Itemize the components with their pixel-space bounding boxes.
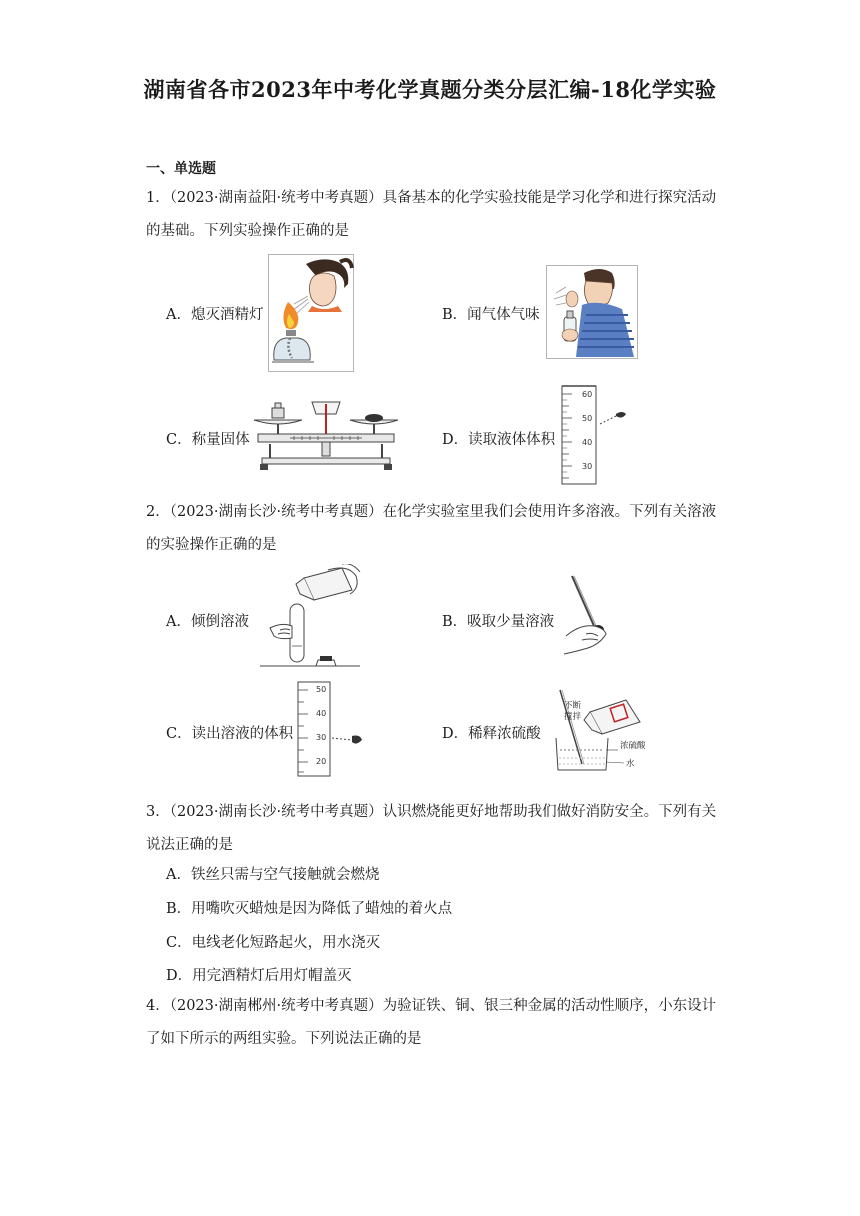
dilute-label-stir-1: 不断	[564, 701, 582, 711]
q2-cylinder-tick-20: 20	[316, 757, 327, 766]
q1-option-a: A．熄灭酒精灯	[166, 307, 264, 323]
page-title: 湖南省各市2023年中考化学真题分类分层汇编-18化学实验	[143, 77, 717, 102]
q1-cylinder-tick-40: 40	[582, 438, 593, 447]
q2-cylinder-tick-30: 30	[316, 733, 327, 742]
q1-figure-d-graduated-cylinder	[560, 384, 630, 488]
q2-figure-d-diluting-acid	[554, 686, 654, 772]
q1-option-d: D．读取液体体积	[442, 432, 556, 448]
q1-cylinder-tick-30: 30	[582, 462, 593, 471]
q2-cylinder-tick-40: 40	[316, 709, 327, 718]
q2-option-d: D．稀释浓硫酸	[442, 726, 541, 742]
q1-figure-b-smelling-gas	[546, 265, 638, 359]
q2-option-b: B．吸取少量溶液	[442, 614, 555, 630]
dilute-label-water: 水	[626, 759, 635, 769]
q1-option-c: C．称量固体	[166, 432, 250, 448]
q2-option-c: C．读出溶液的体积	[166, 726, 294, 742]
section-heading: 一、单选题	[146, 161, 216, 177]
q3-option-c: C．电线老化短路起火，用水浇灭	[166, 935, 381, 951]
dilute-label-acid: 浓硫酸	[620, 741, 646, 751]
question-3-stem: 3．（2023·湖南长沙·统考中考真题）认识燃烧能更好地帮助我们做好消防安全。下列有关说法正确的是	[146, 804, 717, 853]
dilute-label-stir-2: 搅拌	[564, 712, 582, 722]
q1-option-b: B．闻气体气味	[442, 307, 540, 323]
q3-option-b: B．用嘴吹灭蜡烛是因为降低了蜡烛的着火点	[166, 901, 453, 917]
question-2-stem: 2．（2023·湖南长沙·统考中考真题）在化学实验室里我们会使用许多溶液。下列有关溶液的实验操作正确的是	[146, 504, 717, 553]
q3-option-a: A．铁丝只需与空气接触就会燃烧	[166, 867, 380, 883]
q2-figure-a-pouring-solution	[256, 564, 364, 670]
q2-cylinder-tick-50: 50	[316, 685, 327, 694]
question-1-stem: 1．（2023·湖南益阳·统考中考真题）具备基本的化学实验技能是学习化学和进行探究活动的基础。下列实验操作正确的是	[146, 190, 717, 239]
q2-figure-b-dropper	[560, 574, 622, 658]
q1-cylinder-tick-60: 60	[582, 390, 593, 399]
q1-figure-c-balance	[250, 398, 402, 474]
q2-figure-c-graduated-cylinder	[296, 680, 368, 780]
q3-option-d: D．用完酒精灯后用灯帽盖灭	[166, 968, 352, 984]
q2-option-a: A．倾倒溶液	[166, 614, 249, 630]
question-4-stem: 4．（2023·湖南郴州·统考中考真题）为验证铁、铜、银三种金属的活动性顺序，小东设计了如下所示的两组实验。下列说法正确的是	[146, 998, 717, 1047]
q1-figure-a-blowing-alcohol-lamp	[268, 254, 354, 372]
q1-cylinder-tick-50: 50	[582, 414, 593, 423]
